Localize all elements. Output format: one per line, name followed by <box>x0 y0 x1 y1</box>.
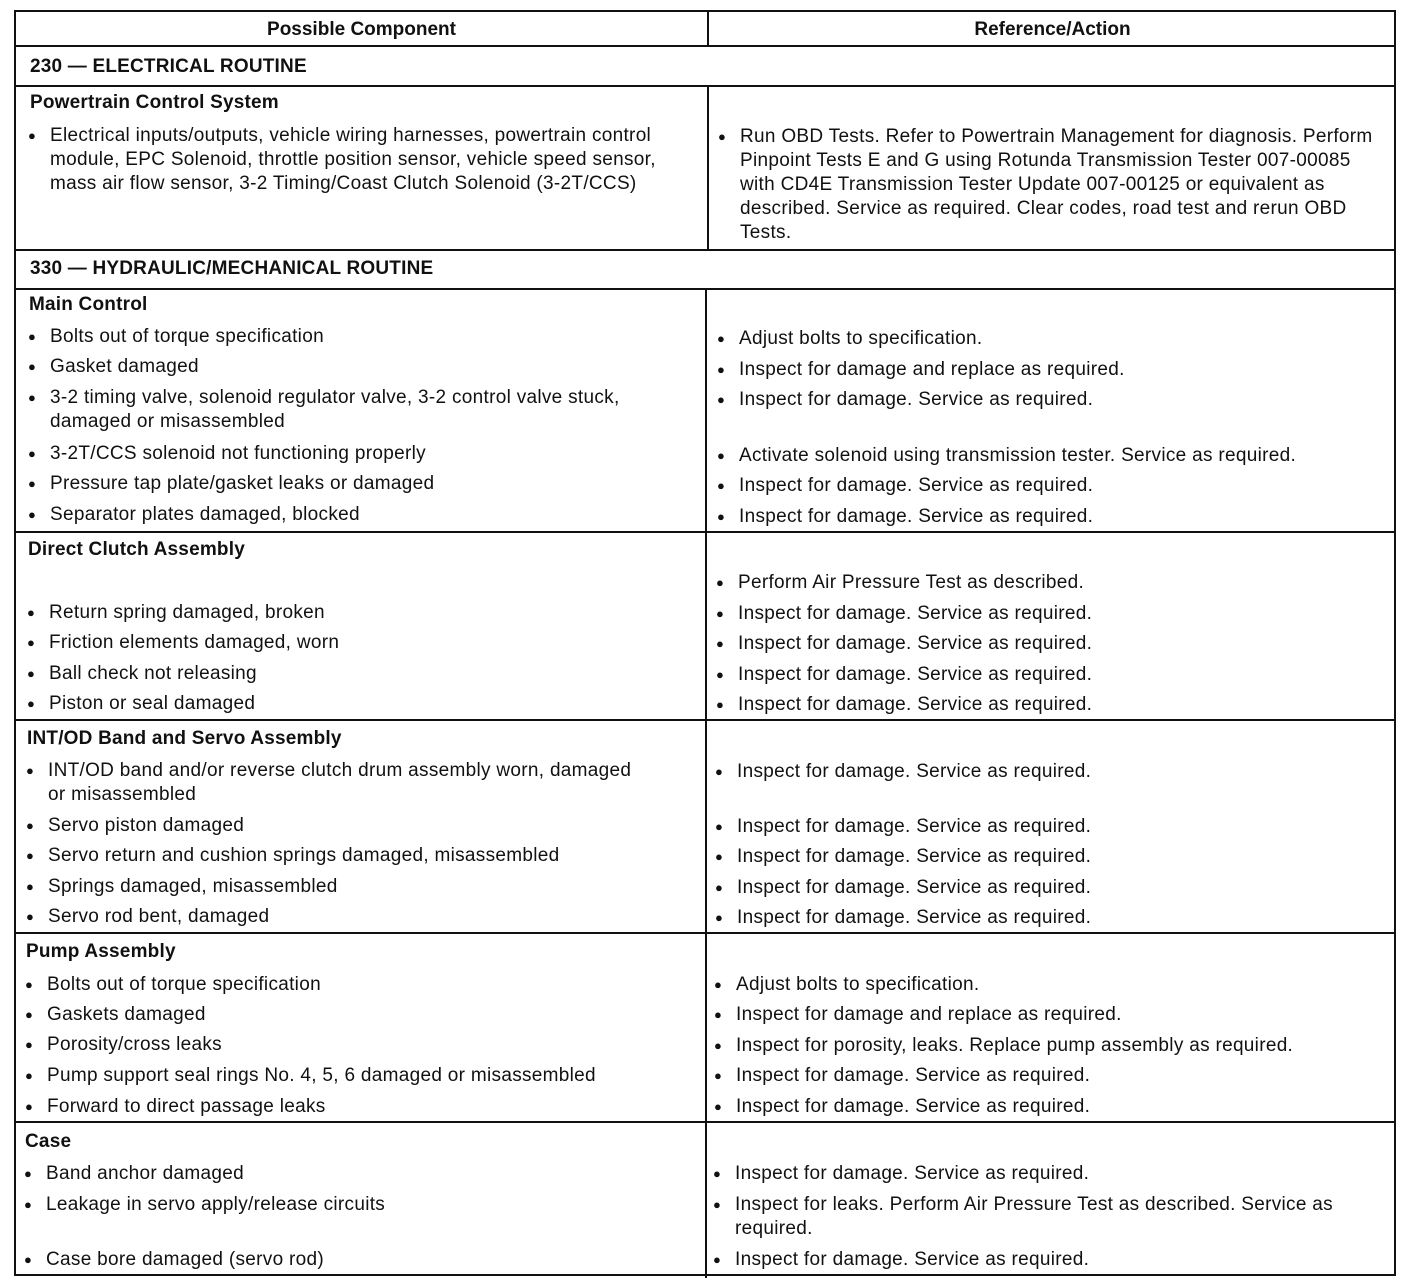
component-item: ● Separator plates damaged, blocked <box>28 503 700 527</box>
action-item: ● Inspect for damage. Service as required. <box>715 760 1397 784</box>
action-item: ● Run OBD Tests. Refer to Powertrain Management for diagnosis. Perform Pinpoint Tests E and G using Rotunda Transmission Tester 007-00085 with CD4E Transmission Tester Update 007-00125 or equivalent as described. Service as required. Clear codes, road test and rerun OBD Tests. <box>718 125 1384 245</box>
action-item: ● Adjust bolts to specification. <box>717 327 1399 351</box>
component-item: ● Friction elements damaged, worn <box>27 631 699 655</box>
action-item: ● Inspect for damage. Service as required. <box>717 388 1399 412</box>
component-item: ● Pump support seal rings No. 4, 5, 6 damaged or misassembled <box>25 1064 697 1088</box>
component-item: ● Forward to direct passage leaks <box>25 1095 697 1119</box>
diagnosis-table <box>14 10 1396 1276</box>
section-330-title: 330 — HYDRAULIC/MECHANICAL ROUTINE <box>30 258 434 279</box>
column-divider <box>705 288 707 1278</box>
action-item: ● Inspect for damage. Service as required. <box>715 906 1397 930</box>
action-item: ● Inspect for damage. Service as required. <box>716 632 1398 656</box>
component-item: ● Gasket damaged <box>28 355 700 379</box>
action-item: ● Inspect for damage. Service as required. <box>716 693 1398 717</box>
action-item: ● Activate solenoid using transmission tester. Service as required. <box>717 444 1399 468</box>
component-item: ● Servo return and cushion springs damaged, misassembled <box>26 844 698 868</box>
action-item: ● Inspect for damage and replace as required. <box>714 1003 1400 1027</box>
component-item: ● Gaskets damaged <box>25 1003 697 1027</box>
action-item: ● Perform Air Pressure Test as described. <box>716 571 1398 595</box>
component-item: ● Servo rod bent, damaged <box>26 905 698 929</box>
component-item: ● Return spring damaged, broken <box>27 601 699 625</box>
group-title-case: Case <box>25 1131 72 1152</box>
group-title-intod: INT/OD Band and Servo Assembly <box>27 728 342 749</box>
group-title-direct-clutch: Direct Clutch Assembly <box>28 539 245 560</box>
action-item: ● Adjust bolts to specification. <box>714 973 1400 997</box>
header-reference-action: Reference/Action <box>974 19 1131 40</box>
action-item: ● Inspect for porosity, leaks. Replace pump assembly as required. <box>714 1034 1400 1058</box>
action-item: ● Inspect for damage. Service as required. <box>713 1162 1399 1186</box>
action-item: ● Inspect for damage. Service as required. <box>714 1064 1400 1088</box>
action-item: ● Inspect for damage. Service as required. <box>713 1248 1399 1272</box>
component-item: ● Bolts out of torque specification <box>25 973 697 997</box>
section-230-title: 230 — ELECTRICAL ROUTINE <box>30 56 307 77</box>
section-230-divider <box>16 85 1394 87</box>
action-item: ● Inspect for damage. Service as required. <box>717 505 1399 529</box>
component-item: ● Leakage in servo apply/release circuits <box>24 1193 696 1217</box>
group-title-main-control: Main Control <box>29 294 148 315</box>
header-divider <box>16 45 1394 47</box>
action-item: ● Inspect for damage. Service as required. <box>716 602 1398 626</box>
component-item: ● 3-2 timing valve, solenoid regulator valve, 3-2 control valve stuck, damaged or misassembled <box>28 386 700 434</box>
component-item: ● Servo piston damaged <box>26 814 698 838</box>
action-item: ● Inspect for leaks. Perform Air Pressure Test as described. Service as required. <box>713 1193 1399 1241</box>
action-item: ● Inspect for damage. Service as required. <box>714 1095 1400 1119</box>
action-item: ● Inspect for damage. Service as required. <box>715 845 1397 869</box>
action-item: ● Inspect for damage. Service as required. <box>716 663 1398 687</box>
component-item: ● Pressure tap plate/gasket leaks or damaged <box>28 472 700 496</box>
action-item: ● Inspect for damage and replace as required. <box>717 358 1399 382</box>
header-possible-component: Possible Component <box>267 19 456 40</box>
pcs-divider <box>16 249 1394 251</box>
group-title-pcs: Powertrain Control System <box>30 92 279 113</box>
component-item: ● Springs damaged, misassembled <box>26 875 698 899</box>
component-item: ● 3-2T/CCS solenoid not functioning properly <box>28 442 700 466</box>
component-item: ● INT/OD band and/or reverse clutch drum assembly worn, damaged or misassembled <box>26 759 648 807</box>
component-item: ● Electrical inputs/outputs, vehicle wiring harnesses, powertrain control module, EPC Solenoid, throttle position sensor, vehicle speed sensor, mass air flow sensor, 3-2 Timing/Coast Clutch Solenoid (3-2T/CCS) <box>28 124 690 196</box>
column-divider <box>707 85 709 249</box>
component-item: ● Porosity/cross leaks <box>25 1033 697 1057</box>
group-title-pump: Pump Assembly <box>26 941 176 962</box>
component-item: ● Band anchor damaged <box>24 1162 696 1186</box>
action-item: ● Inspect for damage. Service as required. <box>717 474 1399 498</box>
component-item: ● Case bore damaged (servo rod) <box>24 1248 696 1272</box>
component-item: ● Ball check not releasing <box>27 662 699 686</box>
component-item: ● Bolts out of torque specification <box>28 325 700 349</box>
action-item: ● Inspect for damage. Service as required. <box>715 876 1397 900</box>
action-item: ● Inspect for damage. Service as required. <box>715 815 1397 839</box>
component-item: ● Piston or seal damaged <box>27 692 699 716</box>
